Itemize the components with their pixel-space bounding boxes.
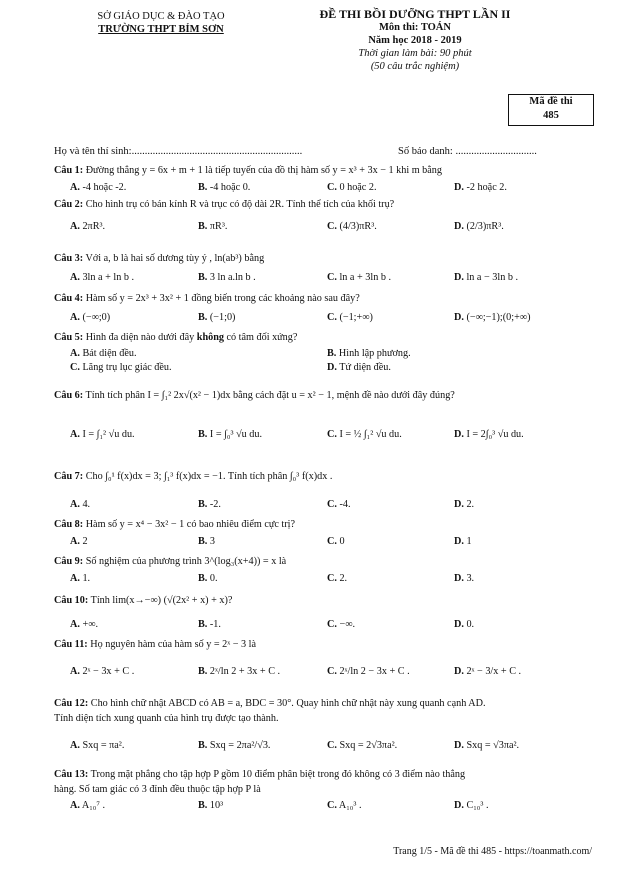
- option-letter: C.: [327, 272, 337, 283]
- question-5-option-c: [70, 361, 172, 374]
- question-text-end: có tâm đối xứng?: [223, 332, 298, 343]
- question-4-option-d: [454, 311, 530, 324]
- option-letter: A.: [70, 272, 80, 283]
- question-12-option-d: [454, 739, 519, 752]
- option-letter: B.: [198, 619, 208, 630]
- question-1: [54, 164, 442, 177]
- question-2: [54, 198, 394, 211]
- option-text: -4 hoặc 0.: [209, 182, 251, 193]
- option-text: 2.: [466, 499, 475, 510]
- exam-code-value: 485: [543, 110, 559, 121]
- option-text: Sxq = 2πa²/√3.: [209, 740, 271, 751]
- question-6-option-b: [198, 428, 262, 441]
- student-name-line: Họ và tên thí sinh:.................................................................: [54, 146, 303, 157]
- question-text-emphasis: không: [196, 332, 224, 343]
- option-letter: C.: [327, 429, 337, 440]
- option-letter: B.: [327, 348, 337, 359]
- option-text: πR³.: [209, 221, 228, 232]
- question-3-option-c: [327, 271, 391, 284]
- question-label: Câu 10:: [54, 595, 89, 606]
- option-text: I = ½ ∫₁² √u du.: [339, 429, 402, 440]
- question-7-option-b: [198, 498, 221, 511]
- option-letter: D.: [454, 573, 464, 584]
- exam-title: ĐỀ THI BỒI DƯỠNG THPT LẦN II: [319, 7, 511, 21]
- exam-time: Thời gian làm bài: 90 phút: [358, 48, 472, 59]
- option-letter: B.: [198, 182, 208, 193]
- option-text: I = ∫₀³ √u du.: [209, 429, 263, 440]
- option-text: Sxq = πa².: [82, 740, 125, 751]
- question-label: Câu 2:: [54, 199, 84, 210]
- option-text: −∞.: [339, 619, 356, 630]
- option-letter: C.: [327, 619, 337, 630]
- question-2-option-b: [198, 220, 227, 233]
- question-label: Câu 5:: [54, 332, 84, 343]
- question-11-option-d: [454, 665, 521, 678]
- school-name: TRƯỜNG THPT BỈM SƠN: [98, 24, 224, 35]
- option-letter: D.: [454, 221, 464, 232]
- option-text: Bát diện đều.: [82, 348, 137, 359]
- option-letter: D.: [327, 362, 337, 373]
- option-letter: B.: [198, 666, 208, 677]
- option-letter: B.: [198, 221, 208, 232]
- question-2-option-c: [327, 220, 377, 233]
- question-text: Trong mặt phẳng cho tập hợp P gồm 10 điểm phân biệt trong đó không có 3 điểm nào thẳng: [90, 769, 466, 780]
- question-4-option-c: [327, 311, 373, 324]
- question-text: Hàm số y = 2x³ + 3x² + 1 đồng biến trong các khoảng nào sau đây?: [85, 293, 360, 304]
- option-text: I = 2∫₀³ √u du.: [466, 429, 524, 440]
- question-text: Hình đa diện nào dưới đây: [85, 332, 197, 343]
- question-text: Đường thẳng y = 6x + m + 1 là tiếp tuyến của đồ thị hàm số y = x³ + 3x − 1 khi m bằng: [85, 165, 442, 176]
- option-text: -2 hoặc 2.: [466, 182, 507, 193]
- student-id-line: Số báo danh: ...............................: [398, 146, 537, 157]
- option-letter: D.: [454, 499, 464, 510]
- option-text: Sxq = √3πa².: [466, 740, 520, 751]
- option-letter: C.: [327, 499, 337, 510]
- question-8-option-a: [70, 535, 88, 548]
- question-3-option-b: [198, 271, 256, 284]
- department-name: SỞ GIÁO DỤC & ĐÀO TẠO: [97, 11, 225, 22]
- question-3-option-a: [70, 271, 134, 284]
- question-1-option-c: [327, 181, 377, 194]
- question-10-option-d: [454, 618, 474, 631]
- question-11-option-b: [198, 665, 280, 678]
- option-text: 2ˣ − 3x + C .: [82, 666, 135, 677]
- option-text: ln a + 3ln b .: [339, 272, 392, 283]
- option-text: ln a − 3ln b .: [466, 272, 519, 283]
- option-text: (−∞;0): [82, 312, 111, 323]
- option-letter: C.: [327, 221, 337, 232]
- option-text: -2.: [209, 499, 221, 510]
- question-text: Với a, b là hai số dương tùy ý , ln(ab³) bằng: [85, 253, 265, 264]
- exam-subject: Môn thi: TOÁN: [379, 22, 451, 33]
- option-letter: A.: [70, 666, 80, 677]
- question-text: Cho ∫₀¹ f(x)dx = 3; ∫₁³ f(x)dx = −1. Tính tích phân ∫₀³ f(x)dx .: [85, 471, 333, 482]
- question-11-option-c: [327, 665, 410, 678]
- question-8-option-b: [198, 535, 215, 548]
- question-9-option-b: [198, 572, 218, 585]
- question-8: [54, 518, 295, 531]
- option-text: A₁₀⁷ .: [81, 800, 105, 811]
- question-13-option-a: [70, 799, 105, 812]
- option-letter: C.: [327, 573, 337, 584]
- option-letter: A.: [70, 429, 80, 440]
- option-text: Hình lập phương.: [338, 348, 411, 359]
- question-text: Hàm số y = x⁴ − 3x² − 1 có bao nhiêu điểm cực trị?: [85, 519, 295, 530]
- question-11: [54, 638, 256, 651]
- option-letter: D.: [454, 272, 464, 283]
- option-text: (−∞;−1);(0;+∞): [466, 312, 531, 323]
- option-letter: D.: [454, 312, 464, 323]
- option-text: 1.: [82, 573, 91, 584]
- question-12-option-a: [70, 739, 124, 752]
- question-5-option-b: [327, 347, 411, 360]
- question-text: Họ nguyên hàm của hàm số y = 2ˣ − 3 là: [90, 639, 257, 650]
- option-text: 4.: [82, 499, 91, 510]
- option-text: (4/3)πR³.: [339, 221, 377, 232]
- option-letter: D.: [454, 666, 464, 677]
- question-label: Câu 6:: [54, 390, 84, 401]
- option-text: -4 hoặc -2.: [82, 182, 127, 193]
- question-text: Tính lim(x→−∞) (√(2x² + x) + x)?: [90, 595, 233, 606]
- header-left: [66, 10, 256, 36]
- question-11-option-a: [70, 665, 134, 678]
- option-text: (−1;+∞): [339, 312, 373, 323]
- option-letter: C.: [70, 362, 80, 373]
- option-letter: D.: [454, 182, 464, 193]
- question-label: Câu 12:: [54, 698, 89, 709]
- option-letter: B.: [198, 740, 208, 751]
- option-letter: C.: [327, 800, 337, 811]
- question-text: Số nghiệm của phương trình 3^(log₃(x+4)) = x là: [85, 556, 287, 567]
- question-label: Câu 9:: [54, 556, 84, 567]
- option-text: Sxq = 2√3πa².: [339, 740, 398, 751]
- question-7: [54, 470, 332, 483]
- option-text: 3ln a + ln b .: [82, 272, 135, 283]
- question-10-option-c: [327, 618, 355, 631]
- option-letter: C.: [327, 740, 337, 751]
- option-text: Tứ diện đều.: [339, 362, 391, 373]
- option-text: 3: [209, 536, 215, 547]
- question-9-option-a: [70, 572, 90, 585]
- question-text: Cho hình chữ nhật ABCD có AB = a, BDC = 30°. Quay hình chữ nhật này xung quanh cạnh AD.: [90, 698, 486, 709]
- question-6: [54, 389, 455, 402]
- question-12-continued: Tính diện tích xung quanh của hình trụ được tạo thành.: [54, 713, 279, 724]
- exam-code-box: [508, 94, 594, 126]
- option-letter: B.: [198, 536, 208, 547]
- option-letter: C.: [327, 312, 337, 323]
- option-text: I = ∫₁² √u du.: [82, 429, 135, 440]
- option-text: 1: [466, 536, 472, 547]
- option-letter: A.: [70, 800, 80, 811]
- option-text: 2: [82, 536, 88, 547]
- question-13-option-d: [454, 799, 489, 812]
- option-text: 0.: [466, 619, 475, 630]
- option-letter: C.: [327, 536, 337, 547]
- question-text: Tính tích phân I = ∫₁² 2x√(x² − 1)dx bằng cách đặt u = x² − 1, mệnh đề nào dưới đây đúng?: [85, 390, 455, 401]
- question-13-option-c: [327, 799, 362, 812]
- question-4: [54, 292, 360, 305]
- option-text: +∞.: [82, 619, 99, 630]
- question-9-option-c: [327, 572, 347, 585]
- question-text: Cho hình trụ có bán kính R và trục có độ dài 2R. Tính thể tích của khối trụ?: [85, 199, 395, 210]
- option-letter: D.: [454, 800, 464, 811]
- question-8-option-c: [327, 535, 345, 548]
- question-1-option-b: [198, 181, 250, 194]
- question-9-option-d: [454, 572, 474, 585]
- option-letter: D.: [454, 740, 464, 751]
- exam-year: Năm học 2018 - 2019: [368, 35, 462, 46]
- option-letter: B.: [198, 272, 208, 283]
- option-text: 0 hoặc 2.: [339, 182, 377, 193]
- option-letter: A.: [70, 619, 80, 630]
- question-1-option-a: [70, 181, 126, 194]
- question-12-option-b: [198, 739, 270, 752]
- option-text: -1.: [209, 619, 221, 630]
- option-text: A₁₀³ .: [338, 800, 362, 811]
- option-text: 3.: [466, 573, 475, 584]
- question-8-option-d: [454, 535, 472, 548]
- question-4-option-b: [198, 311, 235, 324]
- question-5: [54, 331, 297, 344]
- option-letter: B.: [198, 800, 208, 811]
- question-7-option-a: [70, 498, 90, 511]
- option-letter: A.: [70, 536, 80, 547]
- option-letter: A.: [70, 182, 80, 193]
- option-letter: D.: [454, 536, 464, 547]
- option-text: 3 ln a.ln b .: [209, 272, 256, 283]
- option-text: -4.: [339, 499, 351, 510]
- option-letter: A.: [70, 499, 80, 510]
- question-9: [54, 555, 286, 568]
- question-6-option-c: [327, 428, 402, 441]
- question-13-option-b: [198, 799, 223, 812]
- question-1-option-d: [454, 181, 507, 194]
- question-4-option-a: [70, 311, 110, 324]
- question-10-option-a: [70, 618, 98, 631]
- question-label: Câu 1:: [54, 165, 84, 176]
- question-13-continued: hàng. Số tam giác có 3 đỉnh đều thuộc tập hợp P là: [54, 784, 261, 795]
- option-text: 2ˣ/ln 2 + 3x + C .: [209, 666, 281, 677]
- question-3: [54, 252, 264, 265]
- question-2-option-d: [454, 220, 504, 233]
- option-letter: A.: [70, 573, 80, 584]
- option-letter: A.: [70, 312, 80, 323]
- option-text: Lăng trụ lục giác đều.: [82, 362, 172, 373]
- option-letter: C.: [327, 182, 337, 193]
- option-letter: D.: [454, 429, 464, 440]
- option-letter: B.: [198, 429, 208, 440]
- option-text: 2πR³.: [82, 221, 106, 232]
- question-10: [54, 594, 232, 607]
- option-letter: C.: [327, 666, 337, 677]
- question-7-option-c: [327, 498, 351, 511]
- question-label: Câu 13:: [54, 769, 89, 780]
- option-letter: B.: [198, 499, 208, 510]
- option-letter: B.: [198, 573, 208, 584]
- option-text: (2/3)πR³.: [466, 221, 504, 232]
- page-footer: Trang 1/5 - Mã đề thi 485 - https://toanmath.com/: [393, 846, 592, 857]
- header-right: [270, 8, 560, 73]
- option-text: 10³: [209, 800, 224, 811]
- option-text: (−1;0): [209, 312, 236, 323]
- question-5-option-a: [70, 347, 137, 360]
- option-text: 0: [339, 536, 345, 547]
- option-letter: D.: [454, 619, 464, 630]
- question-7-option-d: [454, 498, 474, 511]
- option-text: 0.: [209, 573, 218, 584]
- exam-question-count: (50 câu trắc nghiệm): [370, 61, 460, 72]
- question-12-option-c: [327, 739, 397, 752]
- option-text: 2ˣ − 3/x + C .: [466, 666, 522, 677]
- question-5-option-d: [327, 361, 391, 374]
- question-label: Câu 4:: [54, 293, 84, 304]
- option-letter: A.: [70, 740, 80, 751]
- option-text: C₁₀³ .: [466, 800, 489, 811]
- option-text: 2ˣ/ln 2 − 3x + C .: [339, 666, 410, 677]
- question-10-option-b: [198, 618, 221, 631]
- question-label: Câu 11:: [54, 639, 88, 650]
- question-2-option-a: [70, 220, 105, 233]
- question-12: [54, 697, 486, 710]
- question-3-option-d: [454, 271, 518, 284]
- question-6-option-d: [454, 428, 524, 441]
- question-label: Câu 7:: [54, 471, 84, 482]
- option-letter: B.: [198, 312, 208, 323]
- question-6-option-a: [70, 428, 135, 441]
- option-text: 2.: [339, 573, 348, 584]
- question-label: Câu 8:: [54, 519, 84, 530]
- option-letter: A.: [70, 348, 80, 359]
- question-label: Câu 3:: [54, 253, 84, 264]
- exam-code-label: Mã đề thi: [529, 96, 573, 107]
- option-letter: A.: [70, 221, 80, 232]
- question-13: [54, 768, 465, 781]
